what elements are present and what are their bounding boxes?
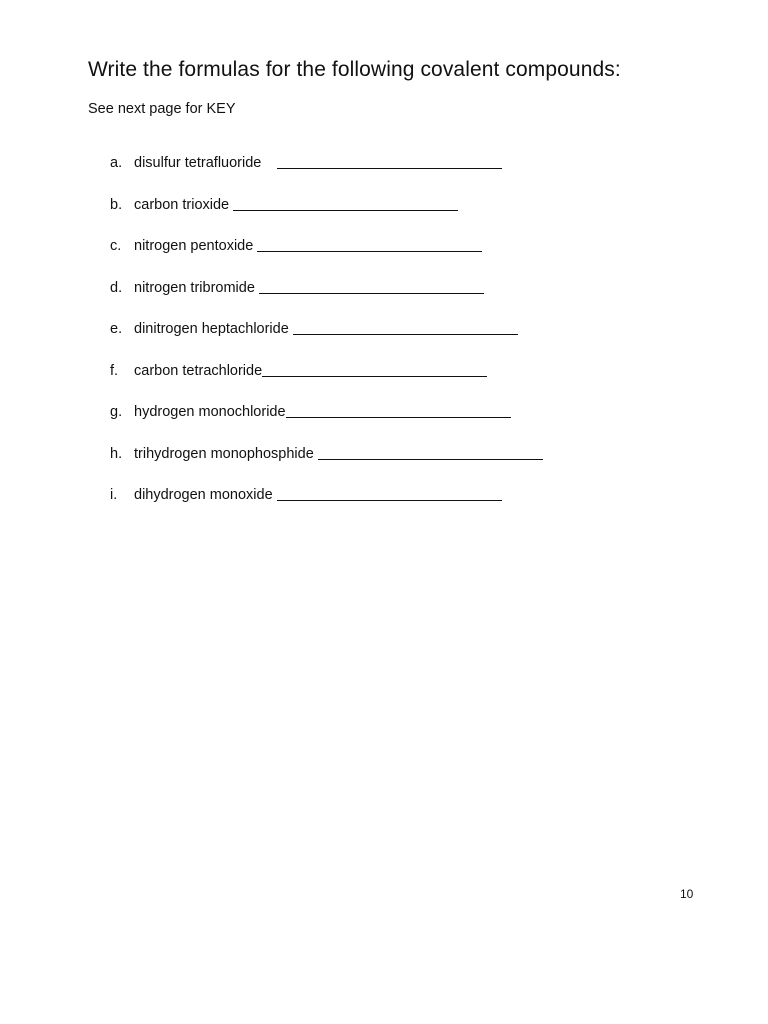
- compound-name: hydrogen monochloride: [134, 404, 286, 420]
- compound-name: disulfur tetrafluoride: [134, 155, 262, 171]
- compound-name: dihydrogen monoxide: [134, 487, 273, 503]
- item-marker: b.: [110, 196, 123, 213]
- answer-line[interactable]: [277, 488, 502, 501]
- compound-name: nitrogen pentoxide: [134, 238, 254, 254]
- item-marker: d.: [110, 279, 123, 296]
- page-title: Write the formulas for the following covalent compounds:: [88, 58, 621, 81]
- list-item-c: [110, 237, 730, 279]
- answer-line[interactable]: [259, 281, 484, 294]
- answer-line[interactable]: [233, 198, 458, 211]
- list-item-b: [110, 196, 730, 238]
- compound-name: carbon trioxide: [134, 196, 230, 213]
- compound-name: carbon tetrachloride: [134, 362, 263, 379]
- answer-line[interactable]: [318, 447, 543, 460]
- item-marker: e.: [110, 321, 123, 337]
- answer-line[interactable]: [262, 364, 487, 377]
- list-item-i: [110, 486, 730, 528]
- list-item-d: [110, 279, 730, 321]
- item-marker: a.: [110, 155, 123, 171]
- list-item-e: [110, 320, 730, 362]
- list-item-g: [110, 403, 730, 445]
- answer-line[interactable]: [286, 405, 511, 418]
- list-item-a: [110, 154, 730, 196]
- list-item-h: [110, 445, 730, 487]
- item-marker: h.: [110, 445, 123, 462]
- item-marker: i.: [110, 487, 118, 503]
- answer-line[interactable]: [277, 156, 502, 169]
- compound-name: trihydrogen monophosphide: [134, 445, 314, 462]
- compound-name: dinitrogen heptachloride: [134, 321, 289, 337]
- key-note: See next page for KEY: [88, 101, 236, 117]
- item-marker: g.: [110, 404, 123, 420]
- compound-list: [110, 154, 730, 528]
- item-marker: f.: [110, 362, 119, 379]
- item-marker: c.: [110, 238, 122, 254]
- answer-line[interactable]: [257, 239, 482, 252]
- list-item-f: [110, 362, 730, 404]
- page-number: 10: [680, 887, 694, 901]
- answer-line[interactable]: [293, 322, 518, 335]
- compound-name: nitrogen tribromide: [134, 279, 255, 296]
